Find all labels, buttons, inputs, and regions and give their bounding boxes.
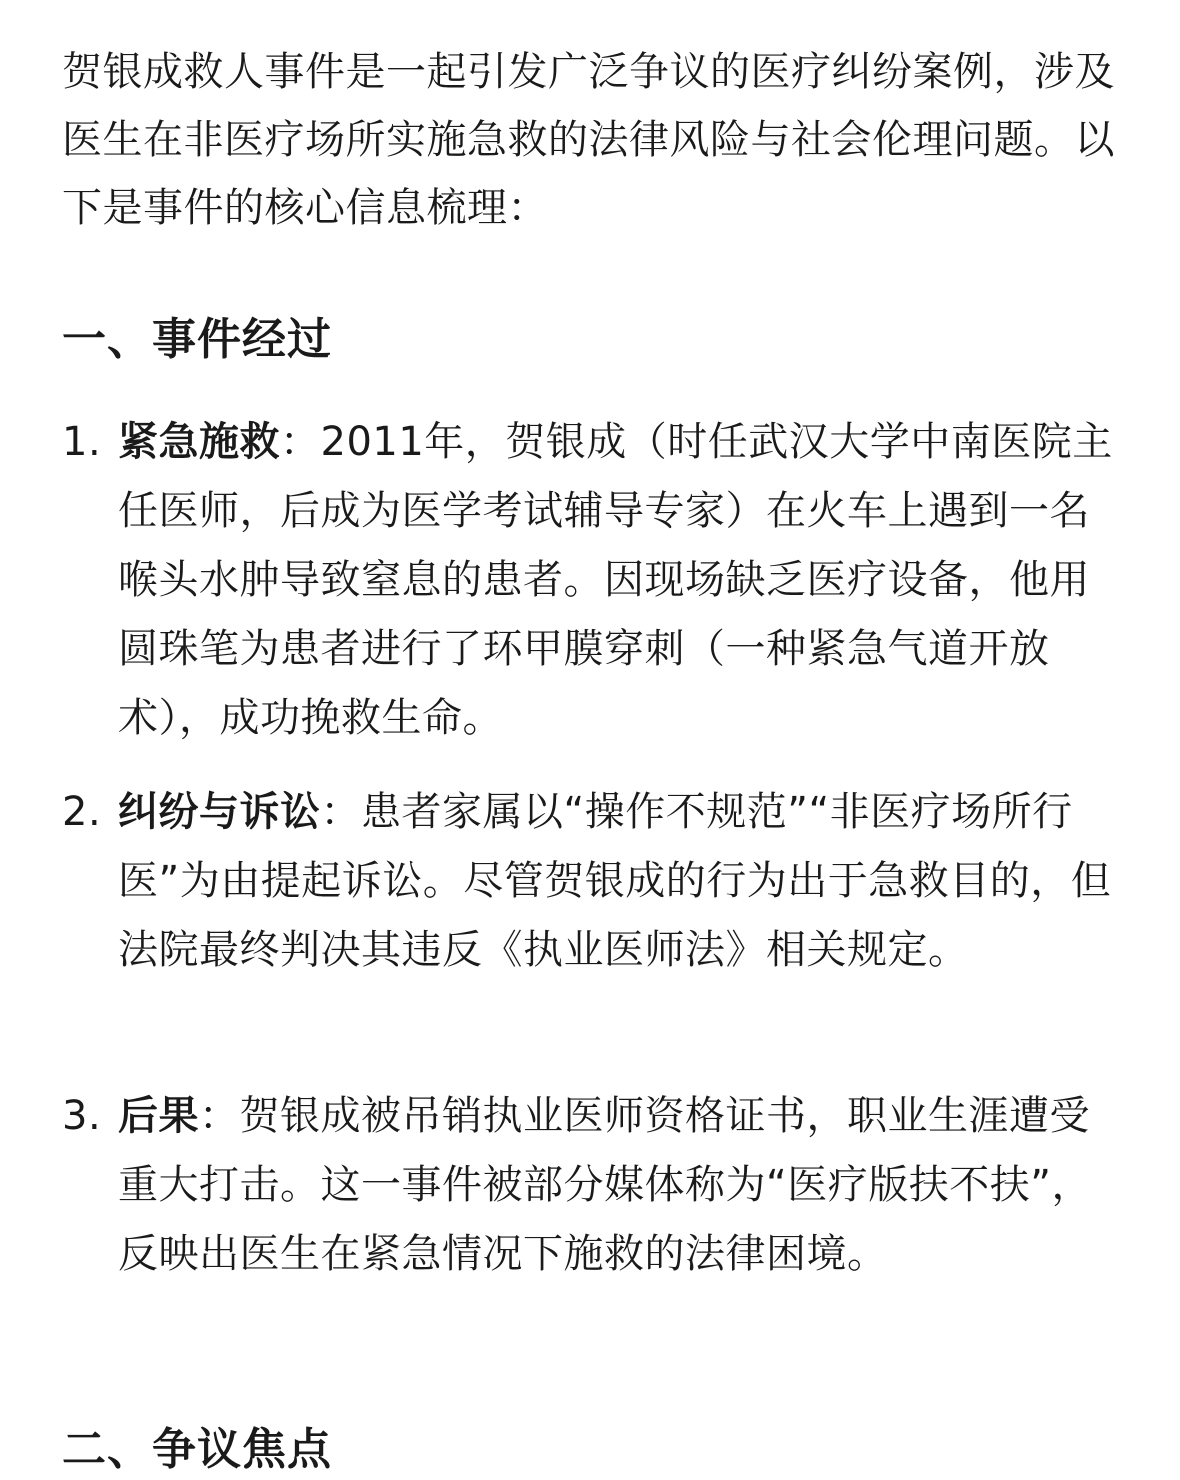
list-text: 2011年，贺银成（时任武汉大学中南医院主任医师，后成为医学考试辅导专家）在火车上遇到一名喉头水肿导致窒息的患者。因现场缺乏医疗设备，他用圆珠笔为患者进行了环甲膜穿刺（一种紧急气道开放术），成功挽救生命。 [118, 419, 1113, 741]
event-list-3 [62, 1082, 1122, 1289]
section-heading-event: 一、事件经过 [62, 314, 332, 365]
document-body [62, 38, 1122, 1475]
list-number: 3. [62, 1093, 102, 1139]
event-list-2 [62, 778, 1122, 985]
list-colon: ： [280, 419, 321, 465]
list-term: 后果 [118, 1093, 199, 1139]
list-item-dispute-litigation [62, 778, 1122, 985]
list-text: 贺银成被吊销执业医师资格证书，职业生涯遭受重大打击。这一事件被部分媒体称为“医疗版扶不扶”，反映出医生在紧急情况下施救的法律困境。 [118, 1093, 1092, 1277]
intro-paragraph: 贺银成救人事件是一起引发广泛争议的医疗纠纷案例，涉及医生在非医疗场所实施急救的法律风险与社会伦理问题。以下是事件的核心信息梳理： [62, 49, 1115, 231]
list-text: 患者家属以“操作不规范”“非医疗场所行医”为由提起诉讼。尽管贺银成的行为出于急救目的，但法院最终判决其违反《执业医师法》相关规定。 [118, 789, 1112, 973]
list-number: 2. [62, 789, 102, 835]
section-heading-controversy: 二、争议焦点 [62, 1424, 332, 1475]
list-term: 纠纷与诉讼 [118, 789, 321, 835]
event-list [62, 408, 1122, 753]
list-colon: ： [320, 789, 361, 835]
list-number: 1. [62, 419, 102, 465]
list-item-emergency-rescue [62, 408, 1122, 753]
list-colon: ： [199, 1093, 240, 1139]
list-term: 紧急施救 [118, 419, 280, 465]
list-item-consequences [62, 1082, 1122, 1289]
